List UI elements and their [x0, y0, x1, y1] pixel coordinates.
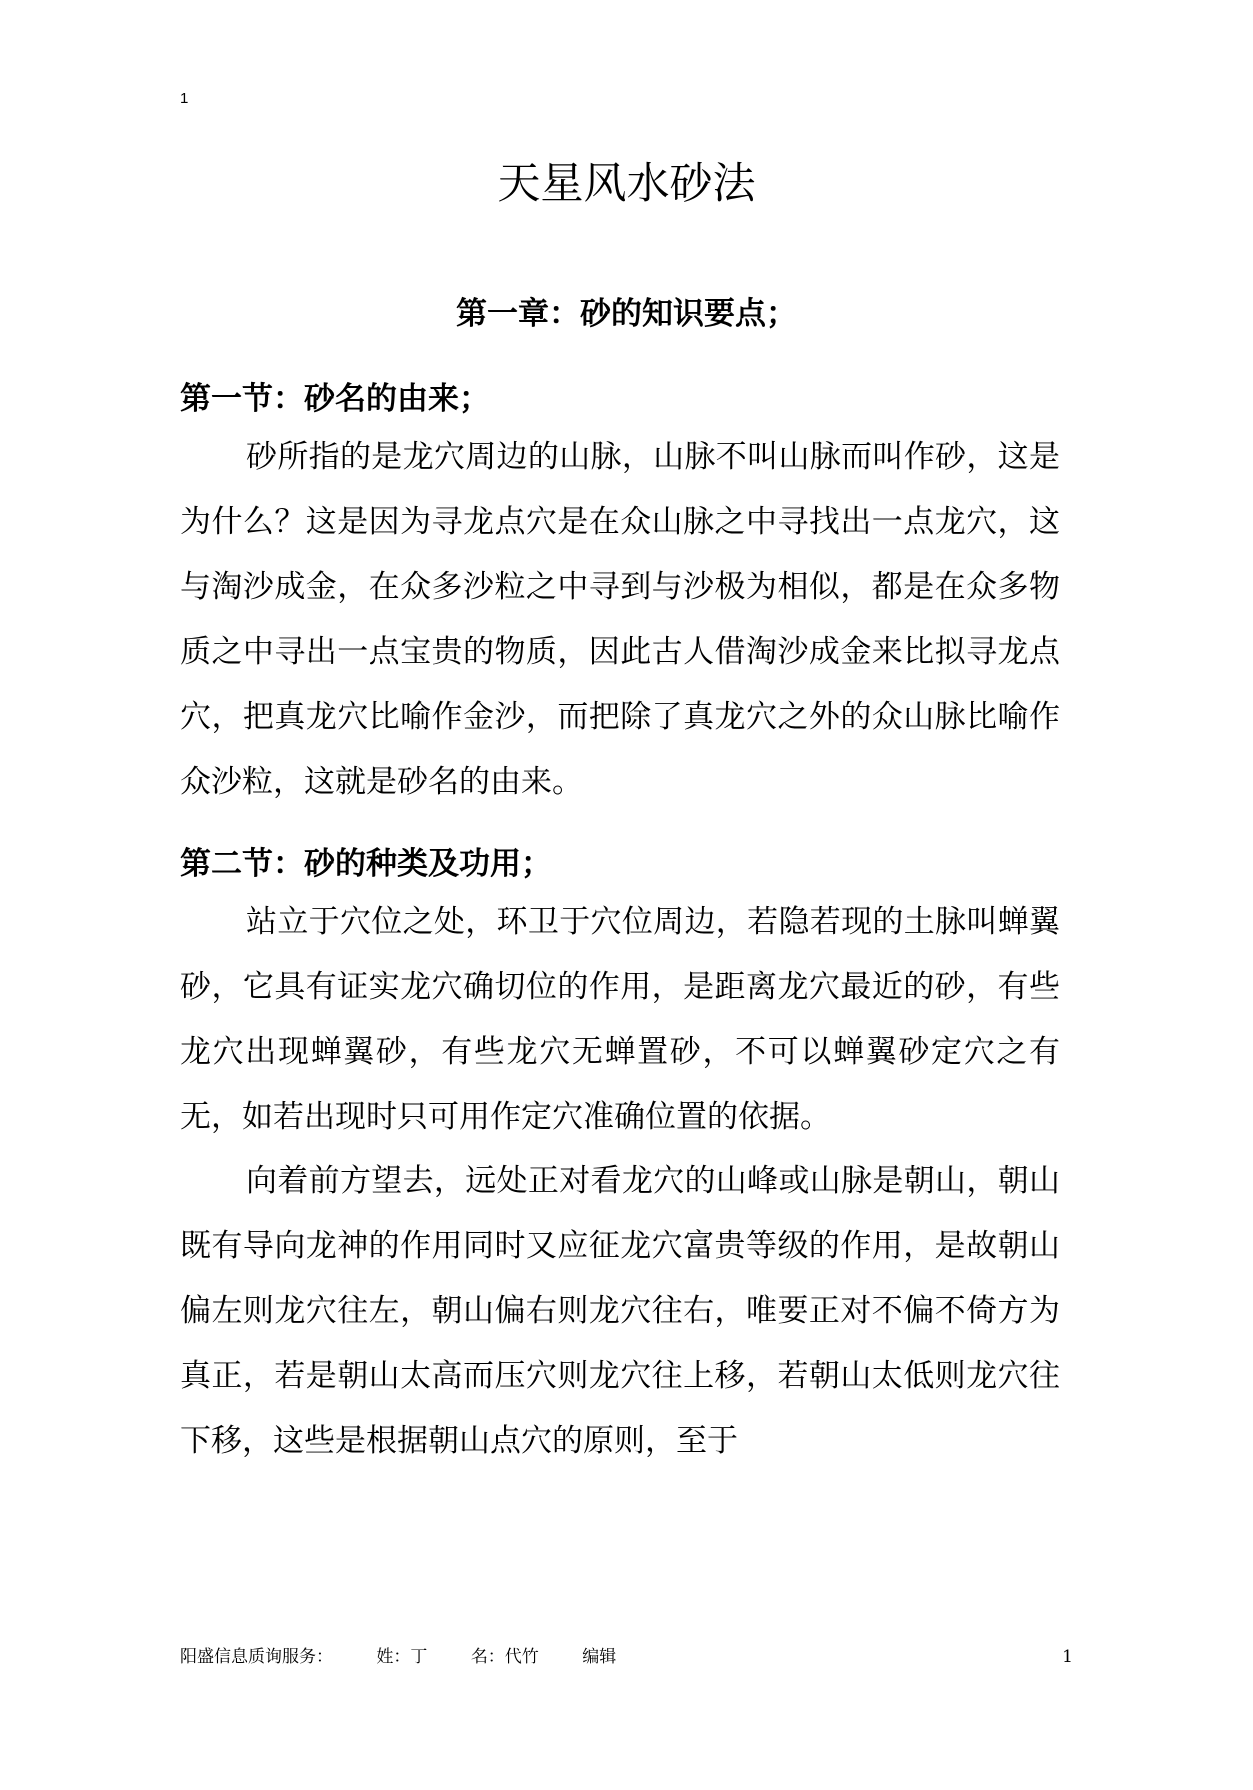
section-2-paragraph-2: 向着前方望去，远处正对看龙穴的山峰或山脉是朝山，朝山既有导向龙神的作用同时又应征龙穴富贵等级的作用，是故朝山偏左则龙穴往左，朝山偏右则龙穴往右，唯要正对不偏不倚方为真正，若是朝山太高而压穴则龙穴往上移，若朝山太低则龙穴往下移，这些是根据朝山点穴的原则，至于 — [180, 1163, 1060, 1459]
footer-editor: 编辑 — [582, 1647, 617, 1667]
section-1-paragraph-1: 砂所指的是龙穴周边的山脉，山脉不叫山脉而叫作砂，这是为什么？这是因为寻龙点穴是在众山脉之中寻找出一点龙穴，这与淘沙成金，在众多沙粒之中寻到与沙极为相似，都是在众多物质之中寻出一点宝贵的物质，因此古人借淘沙成金来比拟寻龙点穴，把真龙穴比喻作金沙，而把除了真龙穴之外的众山脉比喻作众沙粒，这就是砂名的由来。 — [180, 439, 1060, 800]
document-title: 天星风水砂法 — [497, 159, 756, 209]
section-heading-1: 第一节：砂名的由来； — [180, 381, 490, 417]
footer-page-number: 1 — [1062, 1647, 1073, 1667]
footer-surname: 姓：丁 — [376, 1647, 428, 1667]
footer-info — [180, 1645, 1073, 1669]
footer-service: 阳盛信息质询服务： — [180, 1647, 333, 1667]
page-footer — [180, 1645, 1073, 1669]
section-heading-2: 第二节：砂的种类及功用； — [180, 846, 552, 882]
section-2-paragraph-1: 站立于穴位之处，环卫于穴位周边，若隐若现的土脉叫蝉翼砂，它具有证实龙穴确切位的作用，是距离龙穴最近的砂，有些龙穴出现蝉翼砂，有些龙穴无蝉置砂，不可以蝉翼砂定穴之有无，如若出现时只可用作定穴准确位置的依据。 — [180, 904, 1060, 1135]
chapter-heading: 第一章：砂的知识要点； — [456, 296, 797, 332]
footer-given-name: 名：代竹 — [470, 1647, 539, 1667]
header-page-number: 1 — [180, 90, 189, 107]
